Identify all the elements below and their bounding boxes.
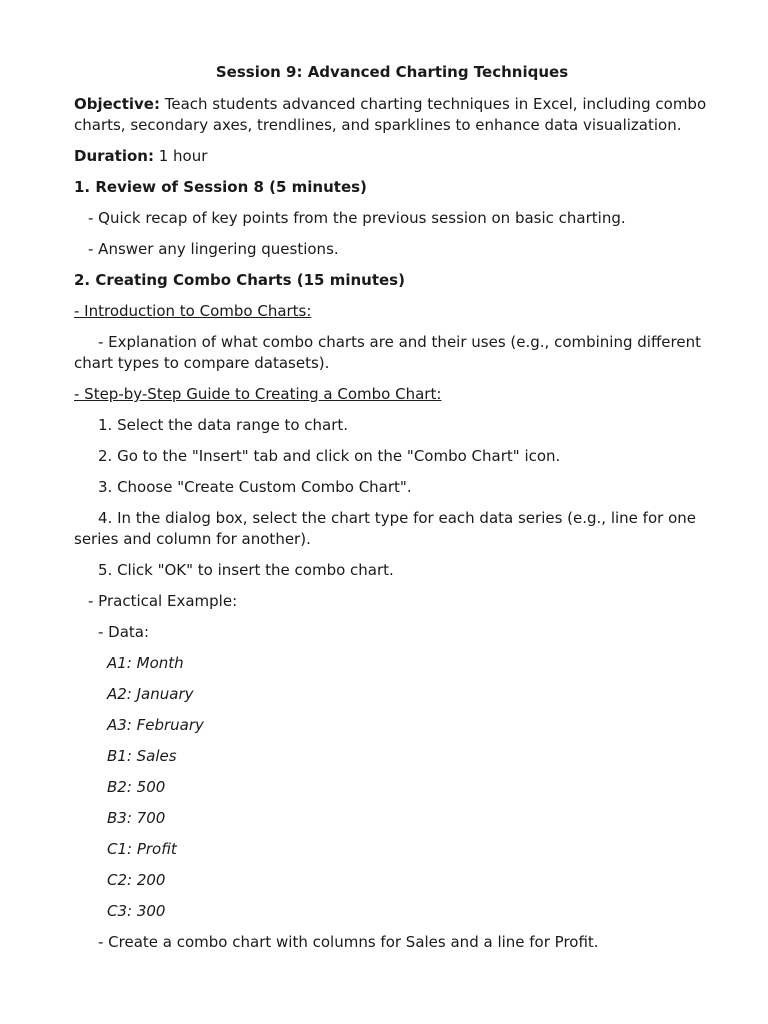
objective-label: Objective: (74, 95, 160, 113)
final-instruction: - Create a combo chart with columns for Sales and a line for Profit. (98, 933, 599, 951)
section2-heading: 2. Creating Combo Charts (15 minutes) (74, 271, 405, 289)
intro-heading-line (74, 301, 710, 322)
duration-label: Duration: (74, 147, 154, 165)
data-cell-c2: C2: 200 (107, 871, 166, 889)
section1-item-recap: - Quick recap of key points from the previous session on basic charting. (88, 209, 626, 227)
duration-text: 1 hour (153, 147, 208, 165)
guide-step-1: 1. Select the data range to chart. (98, 416, 349, 434)
data-cell-b1: B1: Sales (107, 747, 177, 765)
data-cell-a1: A1: Month (107, 654, 184, 672)
intro-text: - Explanation of what combo charts are and their uses (e.g., combining different chart types to compare datasets). (74, 333, 701, 372)
guide-step-5: 5. Click "OK" to insert the combo chart. (98, 561, 394, 579)
data-label: - Data: (98, 623, 150, 641)
document-title: Session 9: Advanced Charting Techniques (215, 63, 569, 81)
data-cell-a2: A2: January (107, 685, 194, 703)
section1-item-questions: - Answer any lingering questions. (88, 240, 339, 258)
objective-text: Teach students advanced charting techniques in Excel, including combo charts, secondary axes, trendlines, and sparklines to enhance data visualization. (74, 95, 707, 134)
data-cell-a3: A3: February (107, 716, 204, 734)
document-page (74, 62, 710, 963)
data-cell-b2: B2: 500 (107, 778, 166, 796)
guide-step-4: 4. In the dialog box, select the chart type for each data series (e.g., line for one series and column for another). (74, 509, 696, 548)
data-cell-b3: B3: 700 (107, 809, 166, 827)
practical-example-label: - Practical Example: (88, 592, 238, 610)
duration-paragraph (74, 146, 710, 167)
intro-heading: - Introduction to Combo Charts: (74, 302, 312, 320)
guide-step-2: 2. Go to the "Insert" tab and click on the "Combo Chart" icon. (98, 447, 561, 465)
section1-heading: 1. Review of Session 8 (5 minutes) (74, 178, 367, 196)
objective-paragraph (74, 94, 710, 136)
guide-heading-line (74, 384, 710, 405)
data-cell-c3: C3: 300 (107, 902, 166, 920)
guide-step-3: 3. Choose "Create Custom Combo Chart". (98, 478, 412, 496)
data-cell-c1: C1: Profit (107, 840, 177, 858)
guide-heading: - Step-by-Step Guide to Creating a Combo Chart: (74, 385, 442, 403)
